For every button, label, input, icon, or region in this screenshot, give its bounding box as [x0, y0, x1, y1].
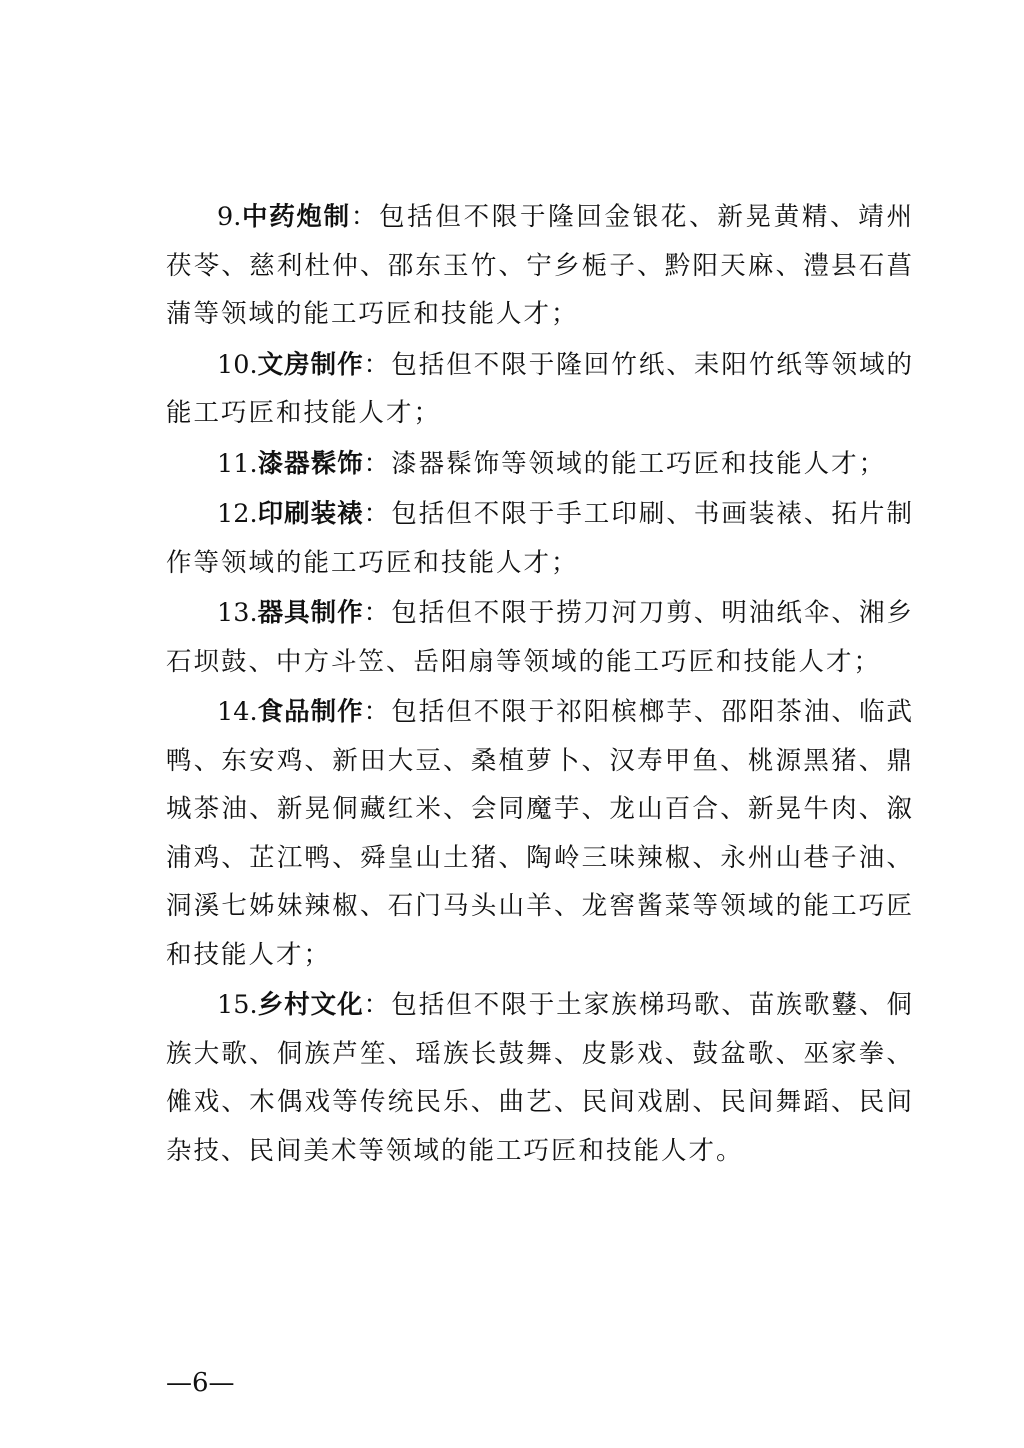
item-body: 包括但不限于土家族梯玛歌、苗族歌鼟、侗族大歌、侗族芦笙、瑶族长鼓舞、皮影戏、鼓盆歌、巫家拳、傩戏、木偶戏等传统民乐、曲艺、民间戏剧、民间舞蹈、民间杂技、民间美术等领域的能工巧匠和技能人才。 — [166, 990, 914, 1166]
item-separator: ： — [363, 349, 392, 380]
item-heading: 食品制作 — [257, 697, 364, 727]
item-heading: 漆器髹饰 — [257, 448, 364, 479]
item-heading: 印刷装裱 — [257, 499, 364, 529]
item-number: 11. — [217, 448, 258, 479]
item-number: 13. — [217, 598, 258, 628]
item-number: 14. — [217, 697, 258, 727]
item-body: 包括但不限于祁阳槟榔芋、邵阳茶油、临武鸭、东安鸡、新田大豆、桑植萝卜、汉寿甲鱼、桃源黑猪、鼎城茶油、新晃侗藏红米、会同魔芋、龙山百合、新晃牛肉、溆浦鸡、芷江鸭、舜皇山土猪、陶岭三味辣椒、永州山巷子油、洞溪七姊妹辣椒、石门马头山羊、龙窖酱菜等领域的能工巧匠和技能人才； — [166, 697, 914, 970]
item-number: 12. — [217, 499, 258, 529]
item-number: 10. — [217, 349, 258, 380]
list-item — [166, 981, 914, 1175]
list-item — [166, 688, 914, 979]
item-body: 包括但不限于隆回竹纸、耒阳竹纸等领域的能工巧匠和技能人才； — [166, 349, 914, 428]
list-item — [166, 440, 914, 489]
item-body: 包括但不限于隆回金银花、新晃黄精、靖州茯苓、慈利杜仲、邵东玉竹、宁乡栀子、黔阳天麻、澧县石菖蒲等领域的能工巧匠和技能人才； — [166, 202, 914, 329]
item-body: 漆器髹饰等领域的能工巧匠和技能人才； — [391, 448, 887, 479]
item-heading: 器具制作 — [257, 598, 364, 628]
document-body — [166, 193, 914, 1177]
item-separator: ： — [350, 202, 380, 232]
item-separator: ： — [363, 499, 392, 529]
item-separator: ： — [363, 598, 392, 628]
item-heading: 乡村文化 — [257, 990, 364, 1020]
list-item — [166, 589, 914, 686]
item-heading: 中药炮制 — [241, 202, 351, 232]
item-separator: ： — [363, 697, 392, 727]
item-number: 9. — [217, 202, 242, 232]
item-separator: ： — [363, 990, 392, 1020]
item-number: 15. — [217, 990, 258, 1020]
item-separator: ： — [363, 448, 392, 479]
list-item — [166, 193, 914, 339]
item-body: 包括但不限于捞刀河刀剪、明油纸伞、湘乡石坝鼓、中方斗笠、岳阳扇等领域的能工巧匠和技能人才； — [166, 598, 914, 677]
page-number: —6— — [166, 1368, 235, 1398]
list-item — [166, 341, 914, 438]
item-body: 包括但不限于手工印刷、书画装裱、拓片制作等领域的能工巧匠和技能人才； — [166, 499, 914, 578]
list-item — [166, 490, 914, 587]
item-heading: 文房制作 — [257, 349, 364, 380]
